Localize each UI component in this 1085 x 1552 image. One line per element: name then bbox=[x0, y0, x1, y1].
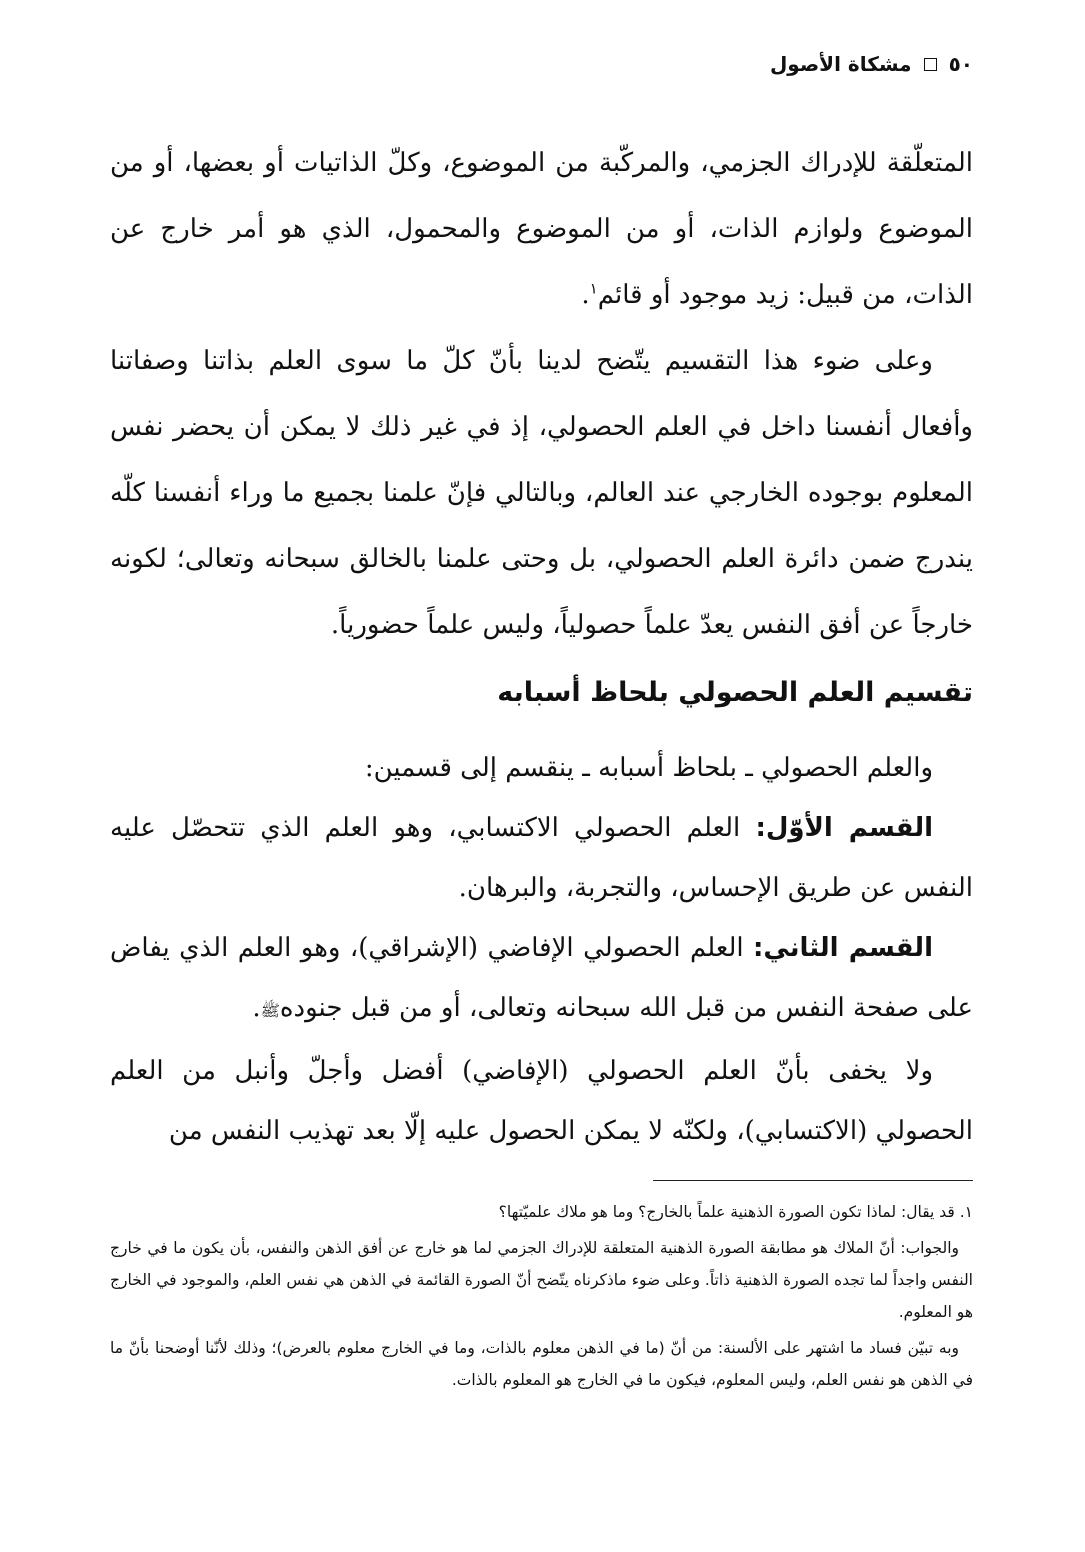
first-division-text: العلم الحصولي الاكتسابي، وهو العلم الذي تتحصّل عليه النفس عن طريق الإحساس، والتجربة، والبرهان. bbox=[110, 813, 973, 903]
paragraph-2: وعلى ضوء هذا التقسيم يتّضح لدينا بأنّ كلّ ما سوى العلم بذاتنا وصفاتنا وأفعال أنفسنا داخل في العلم الحصولي، إذ في غير ذلك لا يمكن أن يحضر نفس المعلوم بوجوده الخارجي عند العالم، وبالتالي فإنّ علمنا بجميع ما وراء أنفسنا كلّه يندرج ضمن دائرة العلم الحصولي، بل وحتى علمنا بالخالق سبحانه وتعالى؛ لكونه خارجاً عن أفق النفس يعدّ علماً حصولياً، وليس علماً حضورياً. bbox=[110, 346, 973, 640]
paragraph-1-end: . bbox=[581, 280, 590, 310]
closing-paragraph: ولا يخفى بأنّ العلم الحصولي (الإفاضي) أفضل وأجلّ وأنبل من العلم الحصولي (الاكتسابي)، ولكنّه لا يمكن الحصول عليه إلّا بعد تهذيب النفس من bbox=[110, 1056, 973, 1146]
footnote-1: ١. قد يقال: لماذا تكون الصورة الذهنية علماً بالخارج؟ وما هو ملاك علميّتها؟ bbox=[498, 1203, 973, 1221]
book-title: مشكاة الأصول bbox=[769, 52, 912, 76]
body-text bbox=[110, 130, 973, 658]
footnote-marker: ١ bbox=[589, 279, 598, 298]
footnotes bbox=[110, 1196, 973, 1400]
paragraph-1-text: المتعلّقة للإدراك الجزمي، والمركّبة من الموضوع، وكلّ الذاتيات أو بعضها، أو من الموضوع ولوازم الذات، أو من الموضوع والمحمول، الذي هو أمر خارج عن الذات، من قبيل: زيد موجود أو قائم bbox=[110, 148, 973, 310]
page-number: ٥٠ bbox=[948, 52, 973, 76]
header-separator-box bbox=[924, 58, 937, 71]
second-division-end: . bbox=[252, 993, 261, 1023]
first-division-label: القسم الأوّل: bbox=[755, 813, 933, 843]
footnote-1-conclusion: وبه تبيّن فساد ما اشتهر على الألسنة: من أنّ (ما في الذهن معلوم بالذات، وما في الخارج معلوم بالعرض)؛ وذلك لأنّنا أوضحنا بأنّ ما في الذهن هو نفس العلم، وليس المعلوم، فيكون ما في الخارج هو المعلوم بالذات. bbox=[110, 1339, 973, 1389]
paragraph-1 bbox=[110, 130, 973, 328]
footnote-separator bbox=[653, 1180, 973, 1181]
section-heading: تقسيم العلم الحصولي بلحاظ أسبابه bbox=[497, 677, 973, 708]
section-body bbox=[110, 738, 973, 1161]
running-header bbox=[770, 52, 973, 76]
honorific-glyph: ﷺ bbox=[260, 1001, 280, 1020]
second-division bbox=[110, 918, 973, 1041]
section-intro: والعلم الحصولي ـ بلحاظ أسبابه ـ ينقسم إلى قسمين: bbox=[364, 753, 933, 783]
second-division-text: العلم الحصولي الإفاضي (الإشراقي)، وهو العلم الذي يفاض على صفحة النفس من قبل الله سبحانه وتعالى، أو من قبل جنوده bbox=[110, 933, 973, 1023]
second-division-label: القسم الثاني: bbox=[753, 933, 933, 963]
footnote-1-answer: والجواب: أنّ الملاك هو مطابقة الصورة الذهنية المتعلقة للإدراك الجزمي لما هو خارج عن أفق الذهن والنفس، بأن يكون ما في خارج النفس واجداً لما تجده الصورة الذهنية ذاتاً. وعلى ضوء ماذكرناه يتّضح أنّ الصورة القائمة في الذهن هي نفس العلم، والموجود في الخارج هو المعلوم. bbox=[110, 1239, 973, 1321]
first-division bbox=[110, 798, 973, 918]
